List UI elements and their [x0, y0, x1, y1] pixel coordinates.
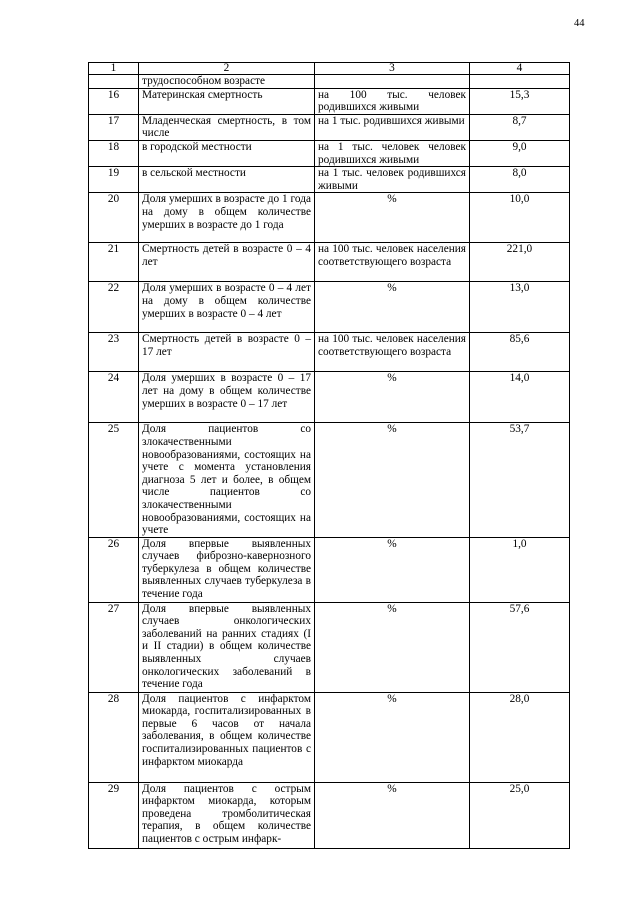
indicator-name-cell: Доля пациентов с инфарктом миокарда, госпитализированных в первые 6 часов от начала заболевания, в общем количестве госпитализированных пациентов с инфарктом миокарда: [139, 692, 315, 782]
unit-cell: %: [315, 537, 470, 602]
column-number-3: 3: [315, 63, 470, 75]
table-row: [89, 782, 570, 848]
row-number-cell: 24: [89, 372, 139, 423]
unit-cell: на 1 тыс. родившихся живыми: [315, 114, 470, 140]
value-cell: 10,0: [470, 193, 570, 243]
table-row: [89, 88, 570, 114]
row-number-cell: 28: [89, 692, 139, 782]
value-cell: 221,0: [470, 243, 570, 282]
unit-cell: %: [315, 372, 470, 423]
unit-cell: на 1 тыс. человек родившихся живыми: [315, 167, 470, 193]
column-number-4: 4: [470, 63, 570, 75]
row-number-cell: 25: [89, 423, 139, 537]
value-cell: 8,7: [470, 114, 570, 140]
value-cell: 28,0: [470, 692, 570, 782]
indicator-name-cell: в сельской местности: [139, 167, 315, 193]
table-row: [89, 167, 570, 193]
row-number-cell: 26: [89, 537, 139, 602]
indicators-table: [88, 62, 570, 849]
value-cell: 85,6: [470, 333, 570, 372]
value-cell: 13,0: [470, 282, 570, 333]
row-number-cell: 21: [89, 243, 139, 282]
table-row: [89, 602, 570, 692]
table-row: [89, 537, 570, 602]
table-row: [89, 114, 570, 140]
value-cell: 15,3: [470, 88, 570, 114]
row-number-cell: 23: [89, 333, 139, 372]
value-cell: 53,7: [470, 423, 570, 537]
value-cell: 8,0: [470, 167, 570, 193]
indicator-name-cell: Доля умерших в возрасте до 1 года на дому в общем количестве умерших в возрасте до 1 года: [139, 193, 315, 243]
table-row: [89, 423, 570, 537]
indicator-name-cell: трудоспособном возрасте: [139, 75, 315, 89]
indicator-name-cell: в городской местности: [139, 140, 315, 166]
row-number-cell: [89, 75, 139, 89]
column-number-2: 2: [139, 63, 315, 75]
row-number-cell: 19: [89, 167, 139, 193]
indicator-name-cell: Смертность детей в возрасте 0 – 4 лет: [139, 243, 315, 282]
value-cell: 57,6: [470, 602, 570, 692]
unit-cell: %: [315, 282, 470, 333]
value-cell: [470, 75, 570, 89]
unit-cell: на 100 тыс. человек населения соответствующего возраста: [315, 333, 470, 372]
row-number-cell: 27: [89, 602, 139, 692]
indicator-name-cell: Младенческая смертность, в том числе: [139, 114, 315, 140]
row-number-cell: 17: [89, 114, 139, 140]
indicator-name-cell: Доля впервые выявленных случаев онкологических заболеваний на ранних стадиях (I и II стадии) в общем количестве выявленных случаев онкологических заболеваний в течение года: [139, 602, 315, 692]
page-number: 44: [574, 18, 585, 29]
row-number-cell: 20: [89, 193, 139, 243]
row-number-cell: 16: [89, 88, 139, 114]
indicator-name-cell: Смертность детей в возрасте 0 – 17 лет: [139, 333, 315, 372]
value-cell: 1,0: [470, 537, 570, 602]
indicator-name-cell: Доля умерших в возрасте 0 – 17 лет на дому в общем количестве умерших в возрасте 0 – 17 лет: [139, 372, 315, 423]
indicator-name-cell: Материнская смертность: [139, 88, 315, 114]
column-number-1: 1: [89, 63, 139, 75]
unit-cell: на 1 тыс. человек человек родившихся живыми: [315, 140, 470, 166]
indicator-name-cell: Доля пациентов с острым инфарктом миокарда, которым проведена тромболитическая терапия, в общем количестве пациентов с острым инфарк-: [139, 782, 315, 848]
row-number-cell: 18: [89, 140, 139, 166]
unit-cell: %: [315, 782, 470, 848]
unit-cell: %: [315, 692, 470, 782]
unit-cell: на 100 тыс. человек населения соответствующего возраста: [315, 243, 470, 282]
continuation-row: [89, 75, 570, 89]
table-row: [89, 282, 570, 333]
table-row: [89, 333, 570, 372]
table-row: [89, 193, 570, 243]
unit-cell: %: [315, 193, 470, 243]
column-number-row: [89, 63, 570, 75]
table-row: [89, 243, 570, 282]
unit-cell: %: [315, 602, 470, 692]
unit-cell: на 100 тыс. человек родившихся живыми: [315, 88, 470, 114]
value-cell: 14,0: [470, 372, 570, 423]
table-row: [89, 140, 570, 166]
table-row: [89, 692, 570, 782]
unit-cell: [315, 75, 470, 89]
table-row: [89, 372, 570, 423]
row-number-cell: 22: [89, 282, 139, 333]
indicator-name-cell: Доля пациентов со злокачественными новообразованиями, состоящих на учете с момента установления диагноза 5 лет и более, в общем числе пациентов со злокачественными новообразованиями, состоящих на учете: [139, 423, 315, 537]
value-cell: 9,0: [470, 140, 570, 166]
value-cell: 25,0: [470, 782, 570, 848]
indicator-name-cell: Доля впервые выявленных случаев фиброзно-кавернозного туберкулеза в общем количестве выявленных случаев туберкулеза в течение года: [139, 537, 315, 602]
row-number-cell: 29: [89, 782, 139, 848]
unit-cell: %: [315, 423, 470, 537]
indicator-name-cell: Доля умерших в возрасте 0 – 4 лет на дому в общем количестве умерших в возрасте 0 – 4 лет: [139, 282, 315, 333]
